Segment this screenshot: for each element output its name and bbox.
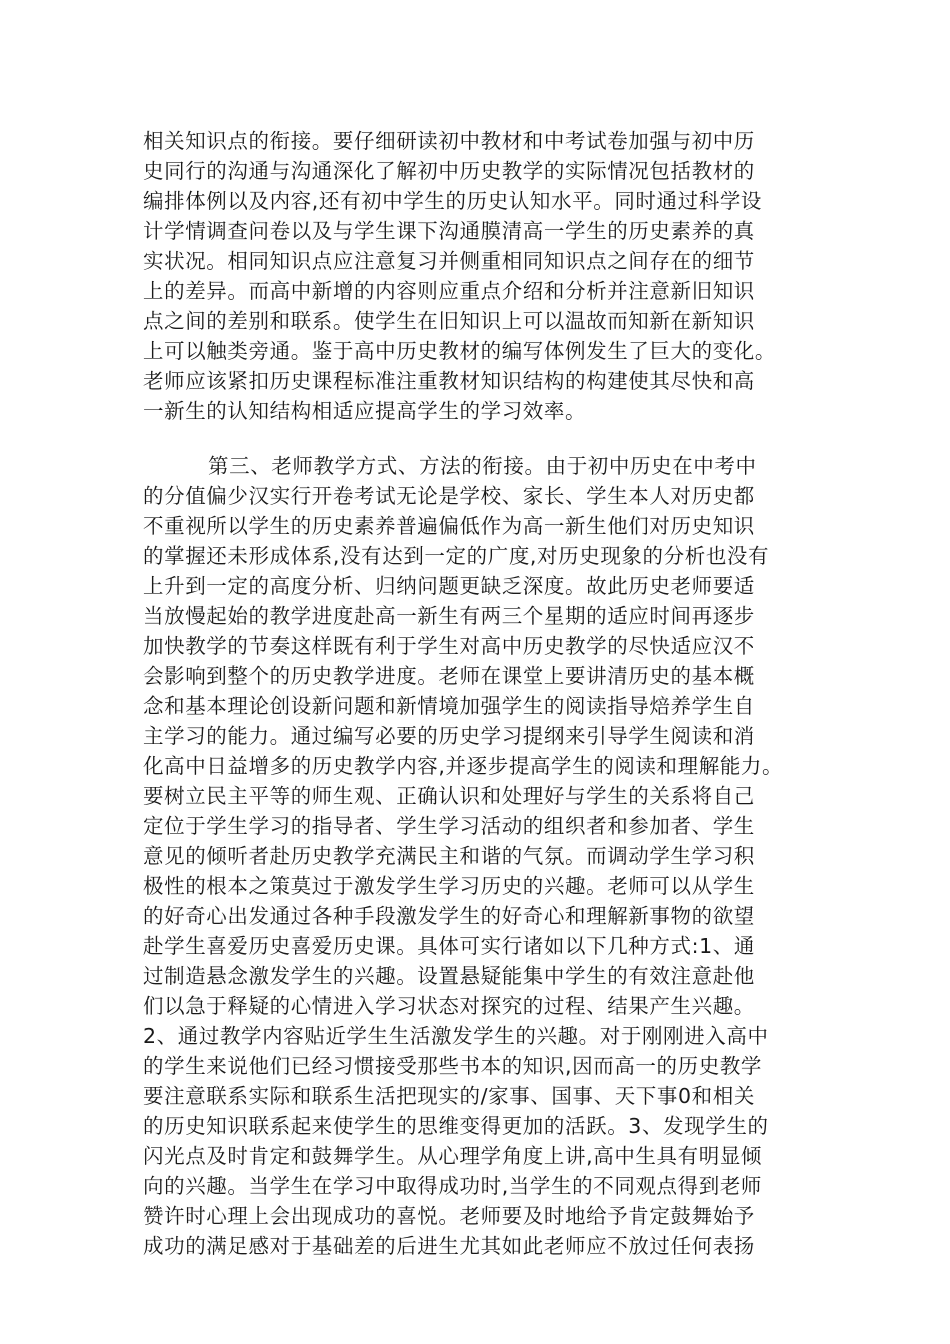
text-line: 上升到一定的高度分析、归纳问题更缺乏深度。故此历史老师要适: [143, 574, 755, 598]
text-line: 主学习的能力。通过编写必要的历史学习提纲来引导学生阅读和消: [143, 724, 755, 748]
text-line: 要树立民主平等的师生观、正确认识和处理好与学生的关系将自己: [143, 784, 755, 808]
text-line: 的学生来说他们已经习惯接受那些书本的知识,因而高一的历史教学: [143, 1054, 763, 1078]
text-line: 2、通过教学内容贴近学生生活激发学生的兴趣。对于刚刚进入高中: [143, 1024, 769, 1048]
text-line: 当放慢起始的教学进度赴高一新生有两三个星期的适应时间再逐步: [143, 604, 755, 628]
text-line: 念和基本理论创设新问题和新情境加强学生的阅读指导焙养学生自: [143, 694, 755, 718]
text-line: 向的兴趣。当学生在学习中取得成功时,当学生的不同观点得到老师: [143, 1174, 763, 1198]
text-line: 上的差异。而高中新增的内容则应重点介绍和分析并注意新旧知识: [143, 279, 755, 303]
text-line: 过制造悬念激发学生的兴趣。设置悬疑能集中学生的有效注意赴他: [143, 964, 755, 988]
text-line: 一新生的认知结构相适应提高学生的学习效率。: [143, 399, 587, 423]
text-line: 计学情调查问卷以及与学生课下沟通膜清高一学生的历史素养的真: [143, 219, 755, 243]
text-line: 定位于学生学习的指导者、学生学习活动的组织者和参加者、学生: [143, 814, 755, 838]
text-line: 老师应该紧扣历史课程标准注重教材知识结构的构建使其尽快和高: [143, 369, 755, 393]
text-line: 赴学生喜爱历史喜爱历史课。具体可实行诸如以下几种方式:1、通: [143, 934, 755, 958]
text-line: 化高中日益增多的历史教学内容,并逐步提高学生的阅读和理解能力。: [143, 754, 784, 778]
text-line: 编排体例以及内容,还有初中学生的历史认知水平。同时通过科学设: [143, 189, 763, 213]
text-line: 的分值偏少汉实行开卷考试无论是学校、家长、学生本人对历史都: [143, 484, 755, 508]
text-line: 不重视所以学生的历史素养普遍偏低作为高一新生他们对历史知识: [143, 514, 755, 538]
text-line: 极性的根本之策莫过于激发学生学习历史的兴趣。老师可以从学生: [143, 874, 755, 898]
text-line: 们以急于释疑的心情进入学习状态对探究的过程、结果产生兴趣。: [143, 994, 755, 1018]
text-line: 第三、老师教学方式、方法的衔接。由于初中历史在中考中: [208, 454, 757, 478]
text-line: 的掌握还未形成体系,没有达到一定的广度,对历史现象的分析也没有: [143, 544, 770, 568]
text-line: 史同行的沟通与沟通深化了解初中历史教学的实际情况包括教材的: [143, 159, 755, 183]
text-line: 要注意联系实际和联系生活把现实的/家事、国事、天下事0和相关: [143, 1084, 755, 1108]
text-line: 相关知识点的衔接。要仔细研读初中教材和中考试卷加强与初中历: [143, 129, 755, 153]
text-line: 的历史知识联系起来使学生的思维变得更加的活跃。3、发现学生的: [143, 1114, 769, 1138]
text-line: 的好奇心出发通过各种手段激发学生的好奇心和理解新事物的欲望: [143, 904, 755, 928]
text-line: 会影响到整个的历史教学进度。老师在课堂上要讲清历史的基本概: [143, 664, 755, 688]
text-line: 意见的倾听者赴历史教学充满民主和谐的气氛。而调动学生学习积: [143, 844, 755, 868]
text-line: 上可以触类旁通。鉴于高中历史教材的编写体例发生了巨大的变化。: [143, 339, 776, 363]
text-line: 点之间的差别和联系。使学生在旧知识上可以温故而知新在新知识: [143, 309, 755, 333]
text-line: 加快教学的节奏这样既有利于学生对高中历史教学的尽快适应汉不: [143, 634, 755, 658]
text-line: 闪光点及时肯定和鼓舞学生。从心理学角度上讲,高中生具有明显倾: [143, 1144, 763, 1168]
text-line: 成功的满足感对于基础差的后进生尤其如此老师应不放过任何表扬: [143, 1234, 755, 1258]
text-line: 赞许时心理上会出现成功的喜悦。老师要及时地给予肯定鼓舞始予: [143, 1204, 755, 1228]
text-line: 实状况。相同知识点应注意复习并侧重相同知识点之间存在的细节: [143, 249, 755, 273]
